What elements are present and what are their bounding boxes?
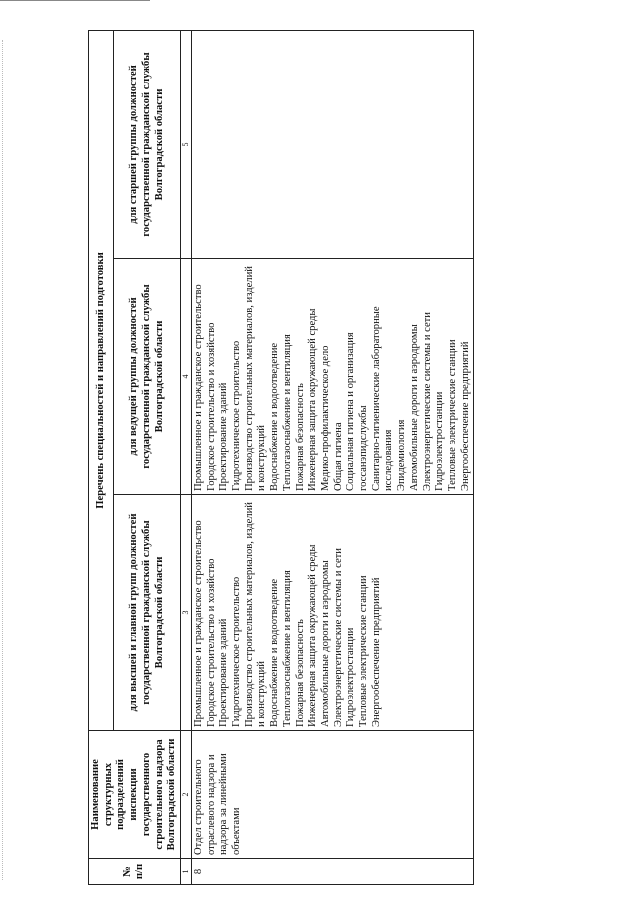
- specialty-item: Производство строительных материалов, изделий и конструкций: [243, 266, 268, 491]
- specialty-item: Гидроэлектростанции: [434, 391, 446, 491]
- rotated-page: [88, 30, 608, 885]
- specialty-item: Промышленное и гражданское строительство: [192, 284, 204, 491]
- specialty-item: Гидротехническое строительство: [231, 340, 243, 491]
- specialty-item: Гидроэлектростанции: [345, 627, 357, 727]
- header-higher-group: для высшей и главной групп должностей государственной гражданской службы Волгоградской области: [114, 495, 181, 731]
- specialty-item: Эпидемиология: [396, 419, 408, 491]
- specialty-item: Гидротехническое строительство: [231, 576, 243, 727]
- specialties-table: [88, 30, 474, 885]
- row-number: 8: [191, 859, 473, 885]
- specialty-item: Проектирование зданий: [218, 382, 230, 491]
- header-leading-group: для ведущей группы должностей государственной гражданской службы Волгоградской области: [114, 259, 181, 495]
- header-department-name: Наименование структурных подразделений инспекции государственного строительного надзора Волгоградской области: [89, 731, 181, 859]
- column-number: 3: [180, 495, 191, 731]
- specialty-item: Водоснабжение и водоотведение: [269, 578, 281, 727]
- specialty-item: Городское строительство и хозяйство: [205, 558, 217, 727]
- specialty-item: Медико-профилактическое дело: [319, 345, 331, 491]
- specialty-item: Тепловые электрические станции: [446, 339, 458, 491]
- header-senior-group: для старшей группы должностей государственной гражданской службы Волгоградской области: [114, 31, 181, 259]
- specialty-item: Промышленное и гражданское строительство: [192, 520, 204, 727]
- specialty-item: Электроэнергетические системы и сети: [332, 548, 344, 727]
- header-number: № п/п: [89, 859, 181, 885]
- specialty-item: Теплогазоснабжение и вентиляция: [281, 570, 293, 727]
- specialty-item: Энергообеспечение предприятий: [370, 577, 382, 727]
- specialty-item: Производство строительных материалов, изделий и конструкций: [243, 502, 268, 727]
- column-number: 5: [180, 31, 191, 259]
- scan-edge-line: [2, 40, 4, 880]
- column-number: 2: [180, 731, 191, 859]
- specialty-item: Проектирование зданий: [218, 618, 230, 727]
- leading-group-specialties: [191, 259, 473, 495]
- specialty-item: Инженерная защита окружающей среды: [307, 544, 319, 727]
- specialty-item: Водоснабжение и водоотведение: [269, 342, 281, 491]
- specialty-item: Инженерная защита окружающей среды: [307, 308, 319, 491]
- specialty-item: Общая гигиена: [332, 422, 344, 491]
- senior-group-specialties: [191, 31, 473, 259]
- column-number: 4: [180, 259, 191, 495]
- column-number: 1: [180, 859, 191, 885]
- specialty-item: Пожарная безопасность: [294, 383, 306, 491]
- department-name: Отдел строительного отраслевого надзора и надзора за линейными объектами: [191, 731, 473, 859]
- specialty-item: Городское строительство и хозяйство: [205, 322, 217, 491]
- specialty-item: Санитарно-гигиенические лабораторные исследования: [370, 306, 395, 491]
- specialty-item: Социальная гигиена и организация госсанэпидслужбы: [345, 332, 370, 491]
- header-specialties-group: Перечень специальностей и направлений подготовки: [89, 31, 114, 731]
- specialty-item: Тепловые электрические станции: [358, 575, 370, 727]
- specialty-item: Пожарная безопасность: [294, 619, 306, 727]
- specialty-item: Автомобильные дороги и аэродромы: [408, 324, 420, 491]
- table-row: [191, 31, 473, 885]
- specialty-item: Автомобильные дороги и аэродромы: [319, 560, 331, 727]
- specialty-item: Электроэнергетические системы и сети: [421, 312, 433, 491]
- higher-group-specialties: [191, 495, 473, 731]
- column-number-row: [180, 31, 191, 885]
- scan-top-rule: [0, 0, 150, 1]
- specialty-item: Теплогазоснабжение и вентиляция: [281, 334, 293, 491]
- specialty-item: Энергообеспечение предприятий: [459, 341, 471, 491]
